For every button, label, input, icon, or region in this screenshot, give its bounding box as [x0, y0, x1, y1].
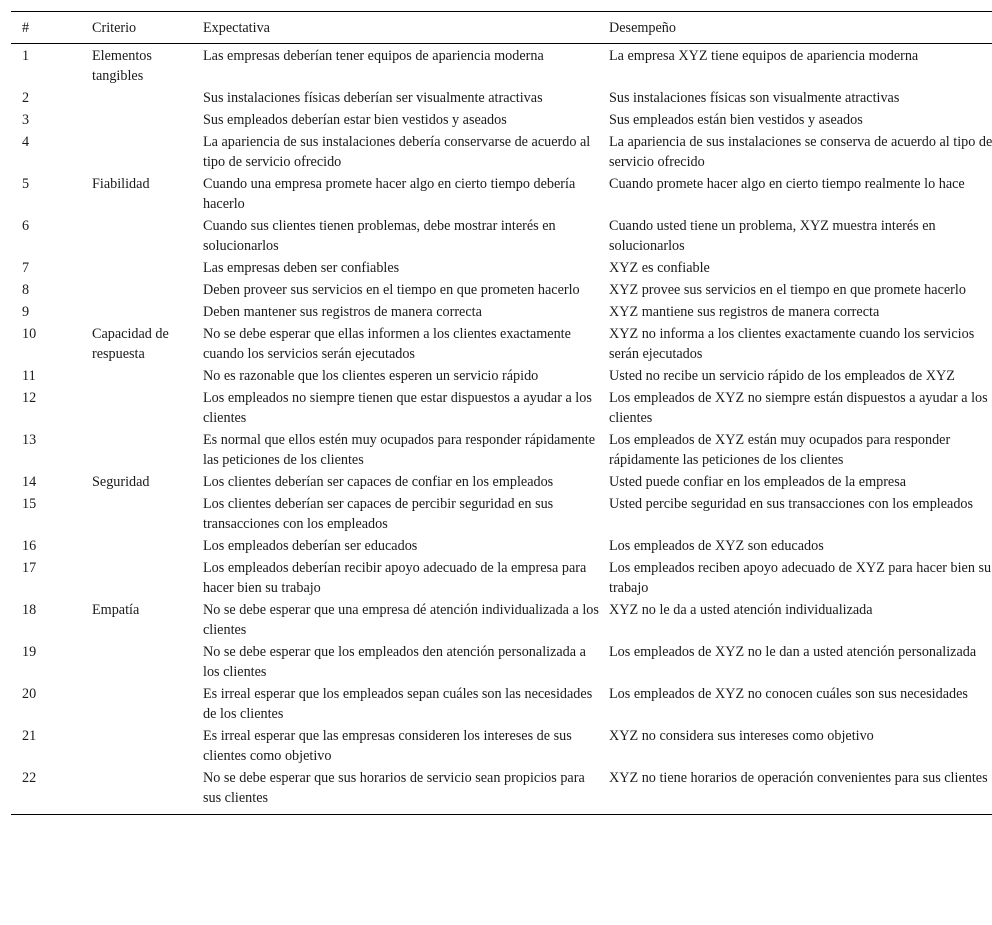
cell-expectativa: La apariencia de sus instalaciones debería conservarse de acuerdo al tipo de servicio ofrecido: [203, 134, 591, 170]
cell-num: 13: [22, 432, 37, 448]
cell-num: 5: [22, 176, 30, 192]
cell-num: 20: [22, 686, 37, 702]
table-row: [11, 324, 992, 366]
table-row: [11, 216, 992, 258]
cell-num: 11: [22, 368, 36, 384]
cell-desempeno: Los empleados de XYZ no le dan a usted atención personalizada: [609, 644, 977, 660]
cell-desempeno: Los empleados de XYZ están muy ocupados para responder rápidamente las peticiones de los clientes: [609, 432, 951, 468]
table-row: [11, 132, 992, 174]
header-criterio: Criterio: [92, 19, 137, 36]
table-row: [11, 280, 992, 302]
cell-expectativa: Deben mantener sus registros de manera correcta: [203, 304, 482, 320]
cell-num: 17: [22, 560, 37, 576]
cell-num: 18: [22, 602, 37, 618]
cell-criterio: [92, 132, 203, 174]
cell-desempeno: La apariencia de sus instalaciones se conserva de acuerdo al tipo de servicio ofrecido: [609, 134, 992, 170]
cell-expectativa: Deben proveer sus servicios en el tiempo en que prometen hacerlo: [203, 282, 580, 298]
cell-criterio: [92, 110, 203, 132]
table-row: [11, 366, 992, 388]
cell-desempeno: Los empleados de XYZ son educados: [609, 538, 824, 554]
cell-expectativa: No se debe esperar que los empleados den atención personalizada a los clientes: [203, 644, 586, 680]
cell-num: 12: [22, 390, 37, 406]
cell-criterio: [92, 558, 203, 600]
cell-desempeno: XYZ provee sus servicios en el tiempo en que promete hacerlo: [609, 282, 966, 298]
cell-num: 3: [22, 112, 30, 128]
header-desempeno: Desempeño: [609, 19, 676, 36]
cell-criterio: [92, 388, 203, 430]
cell-criterio: [92, 216, 203, 258]
cell-expectativa: Cuando una empresa promete hacer algo en cierto tiempo debería hacerlo: [203, 176, 576, 212]
cell-desempeno: XYZ no informa a los clientes exactamente cuando los servicios serán ejecutados: [609, 326, 975, 362]
table-row: [11, 302, 992, 324]
cell-criterio: [92, 280, 203, 302]
cell-criterio: [92, 430, 203, 472]
cell-desempeno: Cuando usted tiene un problema, XYZ muestra interés en solucionarlos: [609, 218, 936, 254]
cell-expectativa: No es razonable que los clientes esperen un servicio rápido: [203, 368, 539, 384]
cell-expectativa: No se debe esperar que ellas informen a los clientes exactamente cuando los servicios serán ejecutados: [203, 326, 571, 362]
cell-expectativa: Los empleados no siempre tienen que estar dispuestos a ayudar a los clientes: [203, 390, 592, 426]
cell-criterio: [92, 494, 203, 536]
cell-num: 4: [22, 134, 30, 150]
cell-num: 10: [22, 326, 37, 342]
servqual-table: [11, 11, 992, 815]
cell-desempeno: Los empleados reciben apoyo adecuado de XYZ para hacer bien su trabajo: [609, 560, 992, 596]
cell-num: 1: [22, 48, 30, 64]
table-row: [11, 430, 992, 472]
cell-expectativa: Los clientes deberían ser capaces de confiar en los empleados: [203, 474, 554, 490]
cell-expectativa: Sus instalaciones físicas deberían ser visualmente atractivas: [203, 90, 543, 106]
cell-desempeno: Los empleados de XYZ no conocen cuáles son sus necesidades: [609, 686, 968, 702]
cell-expectativa: Las empresas deben ser confiables: [203, 260, 400, 276]
cell-desempeno: Usted no recibe un servicio rápido de los empleados de XYZ: [609, 368, 955, 384]
cell-criterio: [92, 366, 203, 388]
cell-expectativa: Cuando sus clientes tienen problemas, debe mostrar interés en solucionarlos: [203, 218, 556, 254]
cell-expectativa: Es irreal esperar que las empresas consideren los intereses de sus clientes como objetivo: [203, 728, 572, 764]
table-row: [11, 388, 992, 430]
cell-criterio: [92, 536, 203, 558]
table-row: [11, 600, 992, 642]
cell-criterio: [92, 88, 203, 110]
cell-expectativa: Los clientes deberían ser capaces de percibir seguridad en sus transacciones con los empleados: [203, 496, 554, 532]
cell-num: 22: [22, 770, 37, 786]
cell-criterio: [92, 642, 203, 684]
table-row: [11, 174, 992, 216]
table-row: [11, 768, 992, 815]
table-row: [11, 642, 992, 684]
table-row: [11, 110, 992, 132]
cell-expectativa: Es irreal esperar que los empleados sepan cuáles son las necesidades de los clientes: [203, 686, 593, 722]
cell-desempeno: XYZ es confiable: [609, 260, 710, 276]
cell-desempeno: XYZ no tiene horarios de operación convenientes para sus clientes: [609, 770, 988, 786]
table-row: [11, 44, 992, 89]
header-expectativa: Expectativa: [203, 19, 270, 36]
cell-expectativa: No se debe esperar que sus horarios de servicio sean propicios para sus clientes: [203, 770, 585, 806]
cell-criterio: Seguridad: [92, 474, 150, 490]
cell-num: 9: [22, 304, 30, 320]
table-row: [11, 684, 992, 726]
cell-criterio: [92, 258, 203, 280]
cell-num: 16: [22, 538, 37, 554]
cell-desempeno: Usted percibe seguridad en sus transacciones con los empleados: [609, 496, 974, 512]
cell-criterio: Capacidad de respuesta: [92, 326, 169, 362]
cell-criterio: Empatía: [92, 602, 140, 618]
header-num: #: [22, 19, 30, 36]
cell-num: 14: [22, 474, 37, 490]
cell-desempeno: La empresa XYZ tiene equipos de apariencia moderna: [609, 48, 919, 64]
table-row: [11, 472, 992, 494]
cell-desempeno: XYZ no considera sus intereses como objetivo: [609, 728, 874, 744]
cell-criterio: [92, 768, 203, 815]
cell-desempeno: XYZ no le da a usted atención individualizada: [609, 602, 873, 618]
cell-expectativa: Es normal que ellos estén muy ocupados para responder rápidamente las peticiones de los clientes: [203, 432, 595, 468]
cell-num: 21: [22, 728, 37, 744]
table-body: [11, 44, 992, 815]
cell-desempeno: Sus empleados están bien vestidos y aseados: [609, 112, 863, 128]
cell-criterio: Elementos tangibles: [92, 48, 152, 84]
cell-num: 7: [22, 260, 30, 276]
cell-num: 15: [22, 496, 37, 512]
cell-num: 6: [22, 218, 30, 234]
table-row: [11, 726, 992, 768]
table-row: [11, 494, 992, 536]
table-row: [11, 258, 992, 280]
cell-expectativa: Los empleados deberían recibir apoyo adecuado de la empresa para hacer bien su trabajo: [203, 560, 587, 596]
cell-num: 19: [22, 644, 37, 660]
cell-criterio: [92, 684, 203, 726]
table-header-row: [11, 12, 992, 44]
cell-desempeno: Los empleados de XYZ no siempre están dispuestos a ayudar a los clientes: [609, 390, 988, 426]
servqual-table-container: [11, 11, 992, 815]
cell-expectativa: Los empleados deberían ser educados: [203, 538, 418, 554]
cell-criterio: Fiabilidad: [92, 176, 150, 192]
cell-criterio: [92, 726, 203, 768]
cell-expectativa: Sus empleados deberían estar bien vestidos y aseados: [203, 112, 507, 128]
table-row: [11, 536, 992, 558]
cell-desempeno: XYZ mantiene sus registros de manera correcta: [609, 304, 880, 320]
cell-criterio: [92, 302, 203, 324]
cell-desempeno: Usted puede confiar en los empleados de la empresa: [609, 474, 907, 490]
cell-num: 2: [22, 90, 30, 106]
cell-expectativa: Las empresas deberían tener equipos de apariencia moderna: [203, 48, 544, 64]
cell-expectativa: No se debe esperar que una empresa dé atención individualizada a los clientes: [203, 602, 599, 638]
cell-desempeno: Cuando promete hacer algo en cierto tiempo realmente lo hace: [609, 176, 965, 192]
table-row: [11, 558, 992, 600]
cell-num: 8: [22, 282, 30, 298]
table-row: [11, 88, 992, 110]
cell-desempeno: Sus instalaciones físicas son visualmente atractivas: [609, 90, 900, 106]
